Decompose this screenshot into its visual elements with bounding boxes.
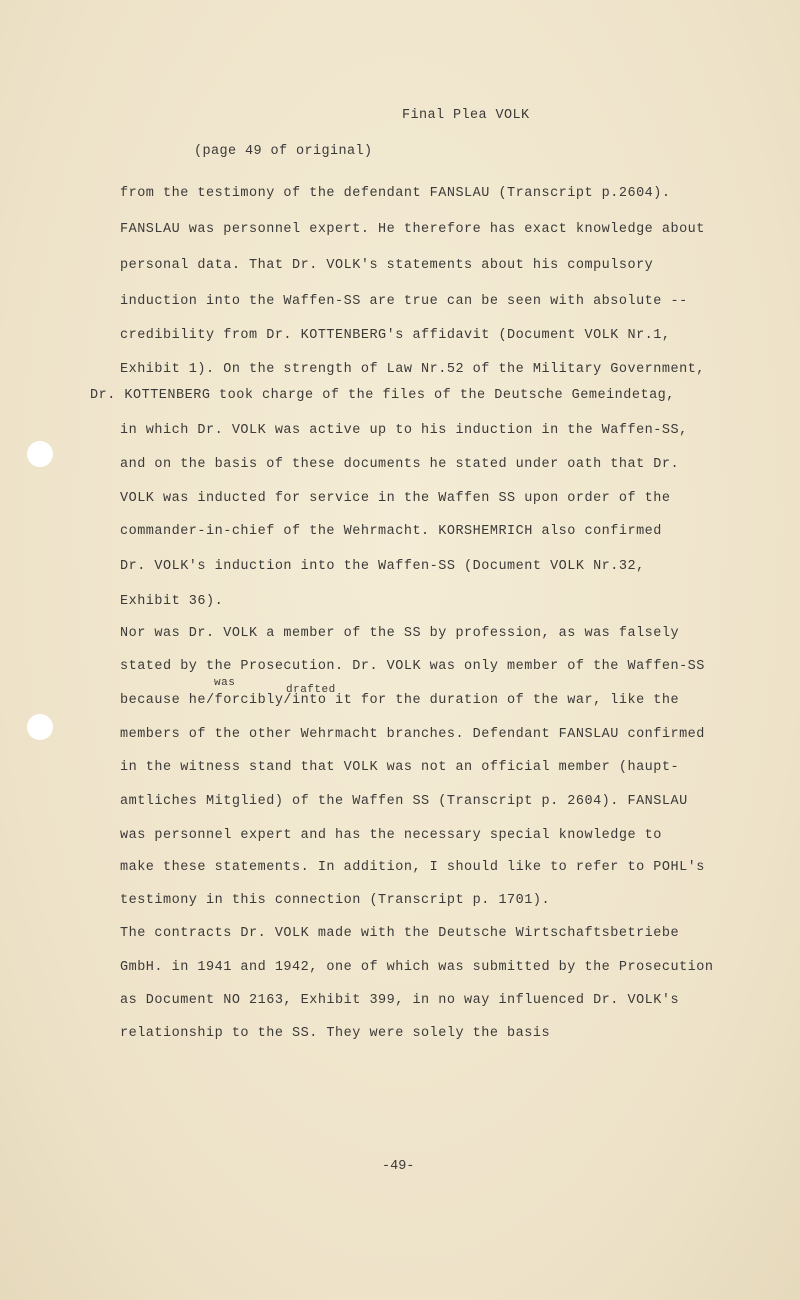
text-line: induction into the Waffen-SS are true can be seen with absolute --: [120, 294, 688, 309]
text-line: VOLK was inducted for service in the Waffen SS upon order of the: [120, 491, 671, 506]
text-line: GmbH. in 1941 and 1942, one of which was submitted by the Prosecution: [120, 960, 714, 975]
text-line: credibility from Dr. KOTTENBERG's affidavit (Document VOLK Nr.1,: [120, 328, 671, 343]
text-line: Exhibit 1). On the strength of Law Nr.52 of the Military Government,: [120, 362, 705, 377]
text-line: stated by the Prosecution. Dr. VOLK was only member of the Waffen-SS: [120, 659, 705, 674]
punch-hole: [27, 714, 53, 740]
interlinear-insertion: drafted: [286, 684, 336, 696]
document-header: Final Plea VOLK: [402, 108, 530, 123]
text-line: from the testimony of the defendant FANSLAU (Transcript p.2604).: [120, 186, 671, 201]
page-reference: (page 49 of original): [194, 144, 373, 159]
text-line: testimony in this connection (Transcript p. 1701).: [120, 893, 551, 908]
text-line: members of the other Wehrmacht branches. Defendant FANSLAU confirmed: [120, 727, 705, 742]
text-line: in which Dr. VOLK was active up to his induction in the Waffen-SS,: [120, 423, 688, 438]
interlinear-insertion: was: [214, 677, 236, 689]
text-line: The contracts Dr. VOLK made with the Deutsche Wirtschaftsbetriebe: [120, 926, 680, 941]
text-line: personal data. That Dr. VOLK's statements about his compulsory: [120, 258, 654, 273]
punch-hole: [27, 441, 53, 467]
page-number: -49-: [382, 1159, 415, 1174]
text-line: FANSLAU was personnel expert. He therefore has exact knowledge about: [120, 222, 705, 237]
text-line: was personnel expert and has the necessary special knowledge to: [120, 828, 662, 843]
text-line: relationship to the SS. They were solely the basis: [120, 1026, 551, 1041]
text-line: because he/forcibly/into it for the duration of the war, like the: [120, 693, 680, 708]
text-line: Dr. KOTTENBERG took charge of the files of the Deutsche Gemeindetag,: [90, 388, 675, 403]
text-line: make these statements. In addition, I should like to refer to POHL's: [120, 860, 705, 875]
text-line: commander-in-chief of the Wehrmacht. KORSHEMRICH also confirmed: [120, 524, 662, 539]
text-line: Dr. VOLK's induction into the Waffen-SS (Document VOLK Nr.32,: [120, 559, 645, 574]
text-line: Nor was Dr. VOLK a member of the SS by profession, as was falsely: [120, 626, 680, 641]
text-line: as Document NO 2163, Exhibit 399, in no way influenced Dr. VOLK's: [120, 993, 680, 1008]
text-line: Exhibit 36).: [120, 594, 224, 609]
text-line: amtliches Mitglied) of the Waffen SS (Transcript p. 2604). FANSLAU: [120, 794, 688, 809]
text-line: in the witness stand that VOLK was not an official member (haupt-: [120, 760, 680, 775]
text-line: and on the basis of these documents he stated under oath that Dr.: [120, 457, 680, 472]
